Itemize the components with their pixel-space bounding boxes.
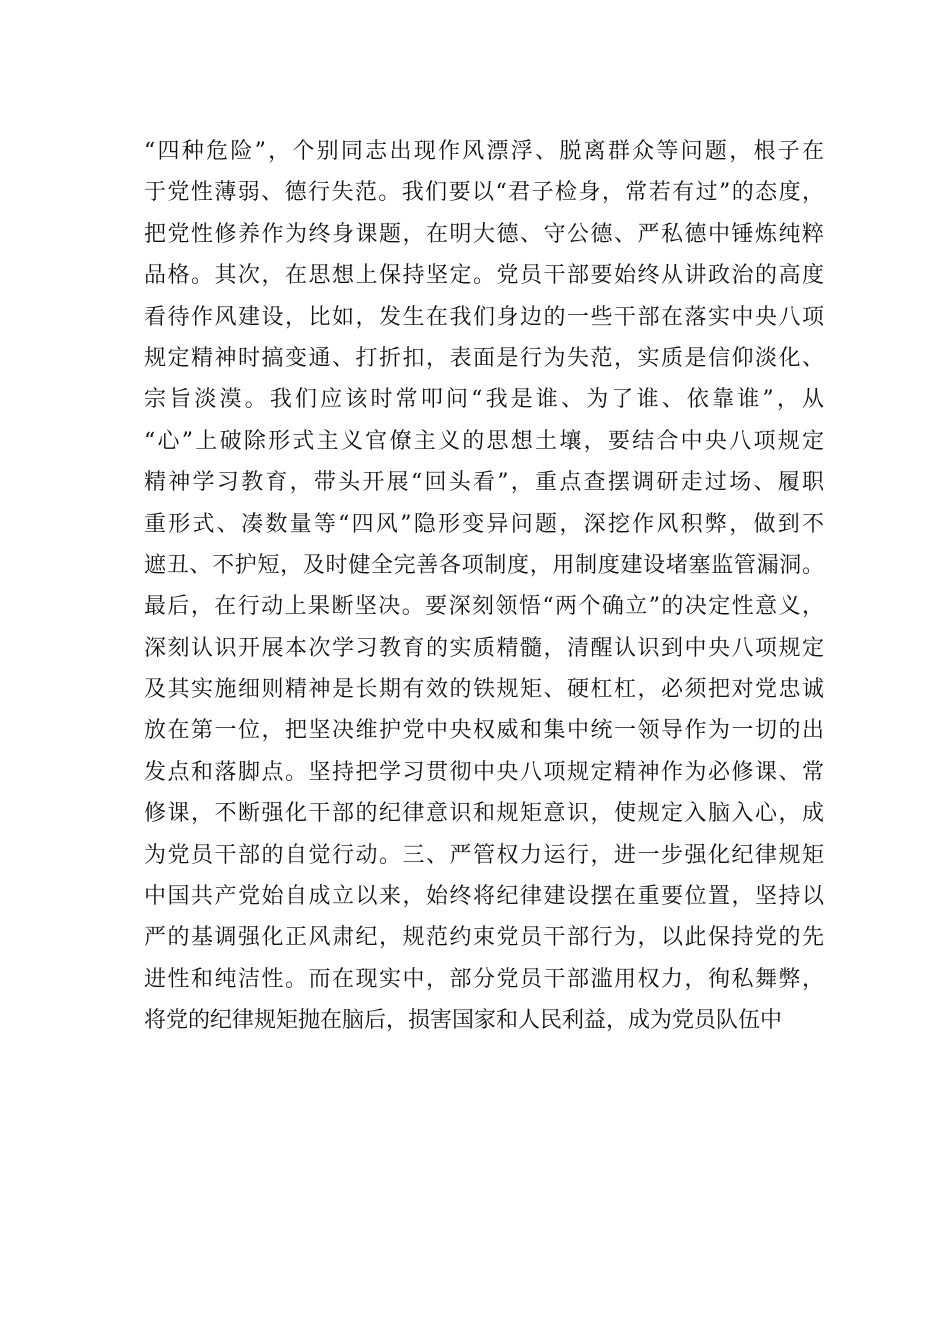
text-line: 重形式、凑数量等“四风”隐形变异问题，深挖作风积弊，做到不 — [144, 511, 824, 537]
text-line: 于党性薄弱、德行失范。我们要以“君子检身，常若有过”的态度， — [144, 180, 824, 206]
document-body — [144, 131, 824, 1042]
text-line: “四种危险”，个别同志出现作风漂浮、脱离群众等问题，根子在 — [144, 139, 824, 164]
text-line: 及其实施细则精神是长期有效的铁规矩、硬杠杠，必须把对党忠诚 — [144, 677, 824, 703]
text-line: 修课，不断强化干部的纪律意识和规矩意识，使规定入脑入心，成 — [144, 801, 824, 827]
text-line: 严的基调强化正风肃纪，规范约束党员干部行为，以此保持党的先 — [144, 925, 824, 951]
text-line: “心”上破除形式主义官僚主义的思想土壤，要结合中央八项规定 — [144, 428, 824, 454]
text-line: 宗旨淡漠。我们应该时常叩问“我是谁、为了谁、依靠谁”，从 — [144, 387, 824, 413]
text-line: 品格。其次，在思想上保持坚定。党员干部要始终从讲政治的高度 — [144, 263, 824, 289]
text-line: 精神学习教育，带头开展“回头看”，重点查摆调研走过场、履职 — [144, 470, 824, 496]
text-line: 中国共产党始自成立以来，始终将纪律建设摆在重要位置，坚持以 — [144, 884, 824, 910]
text-line: 把党性修养作为终身课题，在明大德、守公德、严私德中锤炼纯粹 — [144, 221, 824, 247]
text-line: 放在第一位，把坚决维护党中央权威和集中统一领导作为一切的出 — [144, 718, 824, 744]
text-line: 规定精神时搞变通、打折扣，表面是行为失范，实质是信仰淡化、 — [144, 345, 824, 371]
text-line: 将党的纪律规矩抛在脑后，损害国家和人民利益，成为党员队伍中 — [144, 1008, 783, 1034]
text-line: 进性和纯洁性。而在现实中，部分党员干部滥用权力，徇私舞弊， — [144, 966, 824, 992]
text-line: 为党员干部的自觉行动。三、严管权力运行，进一步强化纪律规矩 — [144, 842, 824, 868]
text-line: 看待作风建设，比如，发生在我们身边的一些干部在落实中央八项 — [144, 304, 824, 330]
text-line: 遮丑、不护短，及时健全完善各项制度，用制度建设堵塞监管漏洞。 — [144, 552, 824, 578]
text-line: 深刻认识开展本次学习教育的实质精髓，清醒认识到中央八项规定 — [144, 635, 824, 661]
text-line: 发点和落脚点。坚持把学习贯彻中央八项规定精神作为必修课、常 — [144, 759, 824, 785]
text-line: 最后，在行动上果断坚决。要深刻领悟“两个确立”的决定性意义， — [144, 594, 824, 620]
